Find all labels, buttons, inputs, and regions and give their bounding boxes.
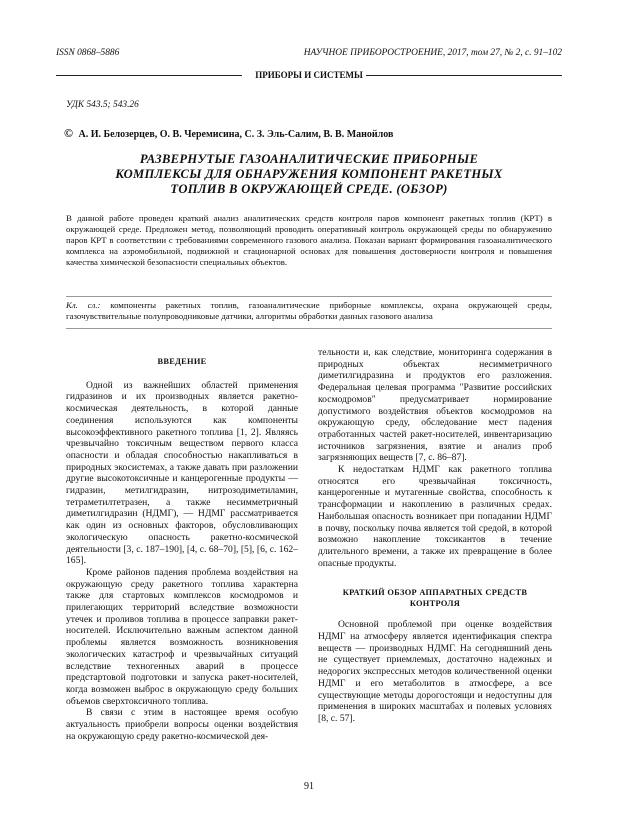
keywords	[66, 300, 552, 322]
keywords-label: Кл. сл.:	[66, 300, 101, 310]
right-column	[318, 347, 552, 725]
paragraph: Одной из важнейших областей применения гидразинов и их производных является ракетно-космическая деятельность, в которой данные соединения используются как компоненты высокоэффективного ракетного топлива [1, 2]. Являясь чрезвычайно токсичным веществом первого класса опасности и обладая способностью накапливаться в природных экосистемах, а также давать при разложении другие высокотоксичные и канцерогенные продукты — гидразин, метилгидразин, нитрозодиметиламин, тетраметилтетразен, а также несимметричный диметилгидразин (НДМГ), — НДМГ рассматривается как один из основных факторов, обусловливающих экологическую опасность ракетно-космической деятельности [3, с. 187–190], [4, с. 68–70], [5], [6, с. 162–165].	[66, 379, 298, 567]
running-header	[56, 48, 562, 62]
paragraph: К недостаткам НДМГ как ракетного топлива относятся его чрезвычайная токсичность, канцерогенные и мутагенные свойства, способность к трансформации и накоплению в различных средах. Наибольшая опасность возникает при попадании НДМГ в почву, поскольку почва является той средой, в которой возможно накопление токсикантов в течение длительного времени, а также их превращение в более опасные продукты.	[318, 464, 552, 569]
keywords-rule-bottom	[66, 328, 552, 329]
section-heading-hardware-review	[318, 587, 552, 609]
section-title: ПРИБОРЫ И СИСТЕМЫ	[255, 70, 363, 80]
authors-line	[64, 126, 393, 141]
issn: ISSN 0868–5886	[56, 48, 120, 58]
section-rule-right	[366, 75, 562, 76]
title-line: РАЗВЕРНУТЫЕ ГАЗОАНАЛИТИЧЕСКИЕ ПРИБОРНЫЕ	[139, 152, 479, 166]
heading-line: КРАТКИЙ ОБЗОР АППАРАТНЫХ СРЕДСТВ	[342, 588, 528, 598]
title-line: ТОПЛИВ В ОКРУЖАЮЩЕЙ СРЕДЕ. (ОБЗОР)	[170, 182, 448, 196]
article-title	[90, 152, 528, 197]
section-bar	[56, 70, 562, 82]
abstract: В данной работе проведен краткий анализ аналитических средств контроля паров компонент ракетных топлив (КРТ) в окружающей среде. Предложен метод, позволяющий проводить оперативный контроль окружающей среды по обнаружению паров КРТ в соответствии с требованиями современного газового анализа. Показан вариант формирования газоаналитического комплекса на аэромобильной, подвижной и стационарной основах для повышения достоверности контроля и повышения качества химической безопасности специальных объектов.	[66, 213, 552, 267]
copyright-sign: ©	[64, 126, 73, 140]
title-line: КОМПЛЕКСЫ ДЛЯ ОБНАРУЖЕНИЯ КОМПОНЕНТ РАКЕТНЫХ	[115, 167, 503, 181]
journal-citation: НАУЧНОЕ ПРИБОРОСТРОЕНИЕ, 2017, том 27, № 2, c. 91–102	[303, 48, 562, 58]
left-column	[66, 352, 298, 743]
keywords-text: компоненты ракетных топлив, газоаналитические приборные комплексы, охрана окружающей среды, газочувствительные полупроводниковые датчики, алгоритмы обработки данных газового анализа	[66, 300, 552, 321]
heading-line: КОНТРОЛЯ	[409, 599, 461, 609]
page-number: 91	[304, 781, 314, 792]
paragraph: Кроме районов падения проблема воздействия на окружающую среду ракетного топлива характерна также для стартовых комплексов космодромов и прилегающих территорий вследствие возможности утечек и проливов топлива в процессе заправки ракет-носителей. Исключительно важным аспектом данной проблемы является возможность возникновения экологических катастроф и чрезвычайных ситуаций вследствие техногенных аварий в процессе предстартовой подготовки и запуска ракет-носителей, когда возможен выброс в окружающую среду больших объемов сверхтоксичного топлива.	[66, 566, 298, 707]
author-names: А. И. Белозерцев, О. В. Черемисина, С. З. Эль-Салим, В. В. Манойлов	[78, 129, 394, 140]
paragraph: тельности и, как следствие, мониторинга содержания в природных объектах несимметричного диметилгидразина и продуктов его разложения. Федеральная целевая программа "Развитие российских космодромов" предусматривает нормирование допустимого воздействия объектов космодромов на окружающую среду, обследование мест падения отработанных частей ракет-носителей, инвентаризацию источников загрязнения, взятие и анализ проб загрязняющих веществ [7, с. 86–87].	[318, 347, 552, 464]
paragraph: Основной проблемой при оценке воздействия НДМГ на атмосферу является идентификация спектра веществ — производных НДМГ. На сегодняшний день не существует приемлемых, достаточно надежных и недорогих экспрессных методов количественной оценки НДМГ и его метаболитов в атмосфере, а все существующие методы дорогостоящи и недоступны для применения в широких масштабах и полевых условиях [8, с. 57].	[318, 619, 552, 724]
paragraph: В связи с этим в настоящее время особую актуальность приобрели вопросы оценки воздействия на окружающую среду ракетно-космической дея-	[66, 707, 298, 742]
section-heading-introduction: ВВЕДЕНИЕ	[157, 357, 207, 366]
keywords-rule-top	[66, 296, 552, 297]
udc-code: УДК 543.5; 543.26	[66, 100, 139, 110]
